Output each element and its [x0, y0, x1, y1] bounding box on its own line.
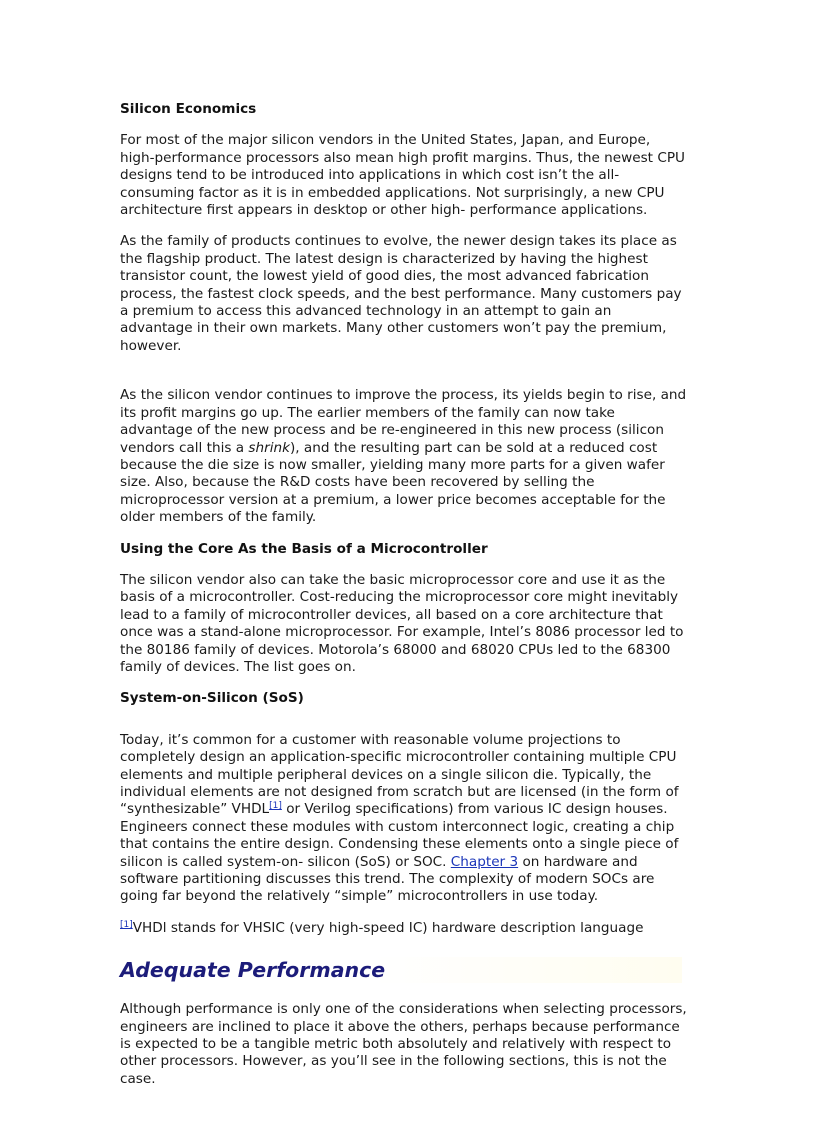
- footnote-marker: [120, 920, 133, 930]
- paragraph: Although performance is only one of the considerations when selecting processors, engineers are inclined to place it above the others, perhaps because performance is expected to be a tangible metric both absolutely and relatively with respect to other processors. However, as you’ll see in the following sections, this is not the case.: [120, 1001, 687, 1087]
- paragraph-shrink: [120, 387, 688, 526]
- heading-adequate-performance: Adequate Performance: [120, 957, 682, 983]
- footnote: [120, 920, 688, 937]
- footnote-ref: [269, 801, 282, 811]
- paragraph: As the family of products continues to evolve, the newer design takes its place as the flagship product. The latest design is characterized by having the highest transistor count, the lowest yield of good dies, the most advanced fabrication process, the fastest clock speeds, and the best performance. Many customers pay a premium to access this advanced technology in an attempt to gain an advantage in their own markets. Many other customers won’t pay the premium, however.: [120, 233, 682, 354]
- heading-system-on-silicon: System-on-Silicon (SoS): [120, 690, 304, 707]
- text-run: or Verilog specifications) from various IC design houses. Engineers connect these modules with custom interconnect logic, creating a chip that contains the entire design. Condensing these elements onto a single piece of silicon is called system-on- silicon (SoS) or SOC.: [120, 801, 679, 870]
- footnote-marker-link[interactable]: [1]: [120, 919, 133, 930]
- document-page: [120, 101, 688, 1102]
- paragraph: The silicon vendor also can take the basic microprocessor core and use it as the basis of a microcontroller. Cost-reducing the microprocessor core might inevitably lead to a family of microcontroller devices, all based on a core architecture that once was a stand-alone microprocessor. For example, Intel’s 8086 processor led to the 80186 family of devices. Motorola’s 68000 and 68020 CPUs led to the 68300 family of devices. The list goes on.: [120, 571, 684, 675]
- text-run: As the silicon vendor continues to improve the process, its yields begin to rise, and its profit margins go up. The earlier members of the family can now take advantage of the new process and be re-engineered in this new process (silicon vendors call this a: [120, 387, 687, 456]
- paragraph-sos: [120, 732, 688, 906]
- emphasis-shrink: shrink: [248, 439, 290, 456]
- paragraph: For most of the major silicon vendors in the United States, Japan, and Europe, high-performance processors also mean high profit margins. Thus, the newest CPU designs tend to be introduced into applications in which cost isn’t the all-consuming factor as it is in embedded applications. Not surprisingly, a new CPU architecture first appears in desktop or other high- performance applications.: [120, 132, 685, 219]
- text-run: ), and the resulting part can be sold at a reduced cost because the die size is now smaller, yielding many more parts for a given wafer size. Also, because the R&D costs have been recovered by selling the microprocessor version at a premium, a lower price becomes acceptable for the older members of the family.: [120, 439, 666, 526]
- text-run: Today, it’s common for a customer with reasonable volume projections to completely design an application-specific microcontroller containing multiple CPU elements and multiple peripheral devices on a single silicon die. Typically, the individual elements are not designed from scratch but are licensed (in the form of “synthesizable” VHDL: [120, 731, 679, 818]
- text-run: on hardware and software partitioning discusses this trend. The complexity of modern SOCs are going far beyond the relatively “simple” microcontrollers in use today.: [120, 853, 655, 905]
- heading-core-microcontroller: Using the Core As the Basis of a Microcontroller: [120, 540, 488, 557]
- chapter-3-link[interactable]: Chapter 3: [450, 853, 519, 870]
- footnote-text: VHDl stands for VHSIC (very high-speed IC) hardware description language: [132, 919, 644, 936]
- heading-silicon-economics: Silicon Economics: [120, 101, 257, 117]
- footnote-ref-link[interactable]: [1]: [269, 801, 282, 812]
